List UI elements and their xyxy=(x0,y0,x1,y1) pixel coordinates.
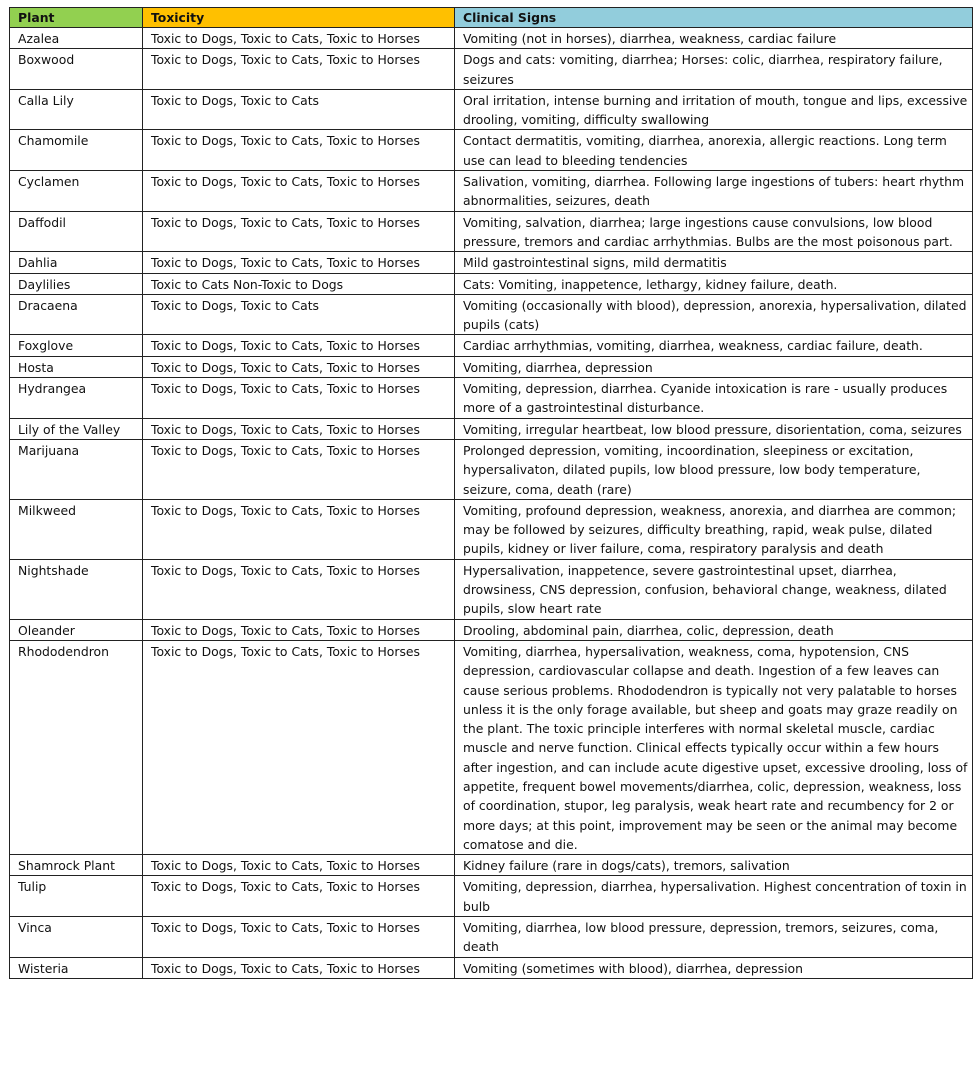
cell-plant: Marijuana xyxy=(10,439,143,499)
table-row xyxy=(10,439,973,499)
cell-clinical-signs: Vomiting, salvation, diarrhea; large ingestions cause convulsions, low blood pressure, tremors and cardiac arrhythmias. Bulbs are the most poisonous part. xyxy=(455,211,973,252)
cell-clinical-signs: Cardiac arrhythmias, vomiting, diarrhea, weakness, cardiac failure, death. xyxy=(455,335,973,356)
cell-plant: Lily of the Valley xyxy=(10,418,143,439)
header-clinical-signs: Clinical Signs xyxy=(455,8,973,28)
cell-toxicity: Toxic to Cats Non-Toxic to Dogs xyxy=(143,273,455,294)
cell-toxicity: Toxic to Dogs, Toxic to Cats, Toxic to Horses xyxy=(143,28,455,49)
cell-clinical-signs: Hypersalivation, inappetence, severe gastrointestinal upset, diarrhea, drowsiness, CNS depression, confusion, behavioral change, weakness, dilated pupils, slow heart rate xyxy=(455,559,973,619)
table-row xyxy=(10,559,973,619)
cell-toxicity: Toxic to Dogs, Toxic to Cats, Toxic to Horses xyxy=(143,49,455,90)
cell-clinical-signs: Vomiting, profound depression, weakness, anorexia, and diarrhea are common; may be followed by seizures, difficulty breathing, rapid, weak pulse, dilated pupils, kidney or liver failure, coma, respiratory paralysis and death xyxy=(455,499,973,559)
cell-plant: Foxglove xyxy=(10,335,143,356)
table-row xyxy=(10,418,973,439)
table-row xyxy=(10,252,973,273)
cell-clinical-signs: Salivation, vomiting, diarrhea. Following large ingestions of tubers: heart rhythm abnormalities, seizures, death xyxy=(455,171,973,212)
table-row xyxy=(10,211,973,252)
plant-toxicity-table xyxy=(9,7,973,979)
cell-clinical-signs: Prolonged depression, vomiting, incoordination, sleepiness or excitation, hypersalivaton, dilated pupils, low blood pressure, low body temperature, seizure, coma, death (rare) xyxy=(455,439,973,499)
cell-plant: Shamrock Plant xyxy=(10,855,143,876)
cell-toxicity: Toxic to Dogs, Toxic to Cats, Toxic to Horses xyxy=(143,378,455,419)
cell-toxicity: Toxic to Dogs, Toxic to Cats, Toxic to Horses xyxy=(143,619,455,640)
cell-toxicity: Toxic to Dogs, Toxic to Cats, Toxic to Horses xyxy=(143,876,455,917)
cell-plant: Vinca xyxy=(10,917,143,958)
cell-plant: Daylilies xyxy=(10,273,143,294)
table-row xyxy=(10,855,973,876)
cell-toxicity: Toxic to Dogs, Toxic to Cats, Toxic to Horses xyxy=(143,418,455,439)
table-row xyxy=(10,28,973,49)
cell-toxicity: Toxic to Dogs, Toxic to Cats, Toxic to Horses xyxy=(143,957,455,978)
header-row xyxy=(10,8,973,28)
cell-plant: Azalea xyxy=(10,28,143,49)
cell-clinical-signs: Mild gastrointestinal signs, mild dermatitis xyxy=(455,252,973,273)
cell-clinical-signs: Oral irritation, intense burning and irritation of mouth, tongue and lips, excessive drooling, vomiting, difficulty swallowing xyxy=(455,89,973,130)
cell-plant: Chamomile xyxy=(10,130,143,171)
cell-toxicity: Toxic to Dogs, Toxic to Cats, Toxic to Horses xyxy=(143,130,455,171)
cell-clinical-signs: Dogs and cats: vomiting, diarrhea; Horses: colic, diarrhea, respiratory failure, seizures xyxy=(455,49,973,90)
cell-plant: Hydrangea xyxy=(10,378,143,419)
cell-plant: Dracaena xyxy=(10,294,143,335)
table-row xyxy=(10,335,973,356)
cell-toxicity: Toxic to Dogs, Toxic to Cats, Toxic to Horses xyxy=(143,171,455,212)
cell-clinical-signs: Vomiting, irregular heartbeat, low blood pressure, disorientation, coma, seizures xyxy=(455,418,973,439)
table-body xyxy=(10,28,973,979)
table-row xyxy=(10,957,973,978)
cell-clinical-signs: Vomiting, depression, diarrhea. Cyanide intoxication is rare - usually produces more of a gastrointestinal disturbance. xyxy=(455,378,973,419)
table-row xyxy=(10,619,973,640)
cell-toxicity: Toxic to Dogs, Toxic to Cats, Toxic to Horses xyxy=(143,211,455,252)
cell-plant: Nightshade xyxy=(10,559,143,619)
table-row xyxy=(10,640,973,854)
cell-plant: Hosta xyxy=(10,356,143,377)
cell-toxicity: Toxic to Dogs, Toxic to Cats, Toxic to Horses xyxy=(143,559,455,619)
cell-toxicity: Toxic to Dogs, Toxic to Cats, Toxic to Horses xyxy=(143,917,455,958)
cell-clinical-signs: Vomiting (not in horses), diarrhea, weakness, cardiac failure xyxy=(455,28,973,49)
table-row xyxy=(10,89,973,130)
table-row xyxy=(10,917,973,958)
table-row xyxy=(10,171,973,212)
cell-toxicity: Toxic to Dogs, Toxic to Cats xyxy=(143,294,455,335)
cell-clinical-signs: Vomiting, depression, diarrhea, hypersalivation. Highest concentration of toxin in bulb xyxy=(455,876,973,917)
cell-toxicity: Toxic to Dogs, Toxic to Cats, Toxic to Horses xyxy=(143,252,455,273)
table-row xyxy=(10,499,973,559)
table-row xyxy=(10,294,973,335)
cell-plant: Calla Lily xyxy=(10,89,143,130)
cell-toxicity: Toxic to Dogs, Toxic to Cats, Toxic to Horses xyxy=(143,640,455,854)
cell-clinical-signs: Contact dermatitis, vomiting, diarrhea, anorexia, allergic reactions. Long term use can lead to bleeding tendencies xyxy=(455,130,973,171)
cell-clinical-signs: Vomiting (occasionally with blood), depression, anorexia, hypersalivation, dilated pupils (cats) xyxy=(455,294,973,335)
cell-plant: Tulip xyxy=(10,876,143,917)
cell-clinical-signs: Vomiting, diarrhea, depression xyxy=(455,356,973,377)
table-row xyxy=(10,49,973,90)
table-row xyxy=(10,876,973,917)
cell-clinical-signs: Vomiting (sometimes with blood), diarrhea, depression xyxy=(455,957,973,978)
header-toxicity: Toxicity xyxy=(143,8,455,28)
table-row xyxy=(10,130,973,171)
cell-plant: Boxwood xyxy=(10,49,143,90)
cell-toxicity: Toxic to Dogs, Toxic to Cats, Toxic to Horses xyxy=(143,499,455,559)
cell-toxicity: Toxic to Dogs, Toxic to Cats, Toxic to Horses xyxy=(143,855,455,876)
cell-toxicity: Toxic to Dogs, Toxic to Cats, Toxic to Horses xyxy=(143,356,455,377)
cell-clinical-signs: Cats: Vomiting, inappetence, lethargy, kidney failure, death. xyxy=(455,273,973,294)
cell-plant: Milkweed xyxy=(10,499,143,559)
cell-plant: Wisteria xyxy=(10,957,143,978)
cell-clinical-signs: Kidney failure (rare in dogs/cats), tremors, salivation xyxy=(455,855,973,876)
cell-plant: Oleander xyxy=(10,619,143,640)
cell-clinical-signs: Drooling, abdominal pain, diarrhea, colic, depression, death xyxy=(455,619,973,640)
cell-plant: Daffodil xyxy=(10,211,143,252)
header-plant: Plant xyxy=(10,8,143,28)
cell-clinical-signs: Vomiting, diarrhea, hypersalivation, weakness, coma, hypotension, CNS depression, cardiovascular collapse and death. Ingestion of a few leaves can cause serious problems. Rhododendron is typically not very palatable to horses unless it is the only forage available, but sheep and goats may graze readily on the plant. The toxic principle interferes with normal skeletal muscle, cardiac muscle and nerve function. Clinical effects typically occur within a few hours after ingestion, and can include acute digestive upset, excessive drooling, loss of appetite, frequent bowel movements/diarrhea, colic, depression, weakness, loss of coordination, stupor, leg paralysis, weak heart rate and recumbency for 2 or more days; at this point, improvement may be seen or the animal may become comatose and die. xyxy=(455,640,973,854)
cell-plant: Dahlia xyxy=(10,252,143,273)
table-row xyxy=(10,273,973,294)
table-row xyxy=(10,356,973,377)
cell-toxicity: Toxic to Dogs, Toxic to Cats, Toxic to Horses xyxy=(143,335,455,356)
cell-clinical-signs: Vomiting, diarrhea, low blood pressure, depression, tremors, seizures, coma, death xyxy=(455,917,973,958)
cell-plant: Rhododendron xyxy=(10,640,143,854)
cell-toxicity: Toxic to Dogs, Toxic to Cats xyxy=(143,89,455,130)
cell-toxicity: Toxic to Dogs, Toxic to Cats, Toxic to Horses xyxy=(143,439,455,499)
cell-plant: Cyclamen xyxy=(10,171,143,212)
table-row xyxy=(10,378,973,419)
